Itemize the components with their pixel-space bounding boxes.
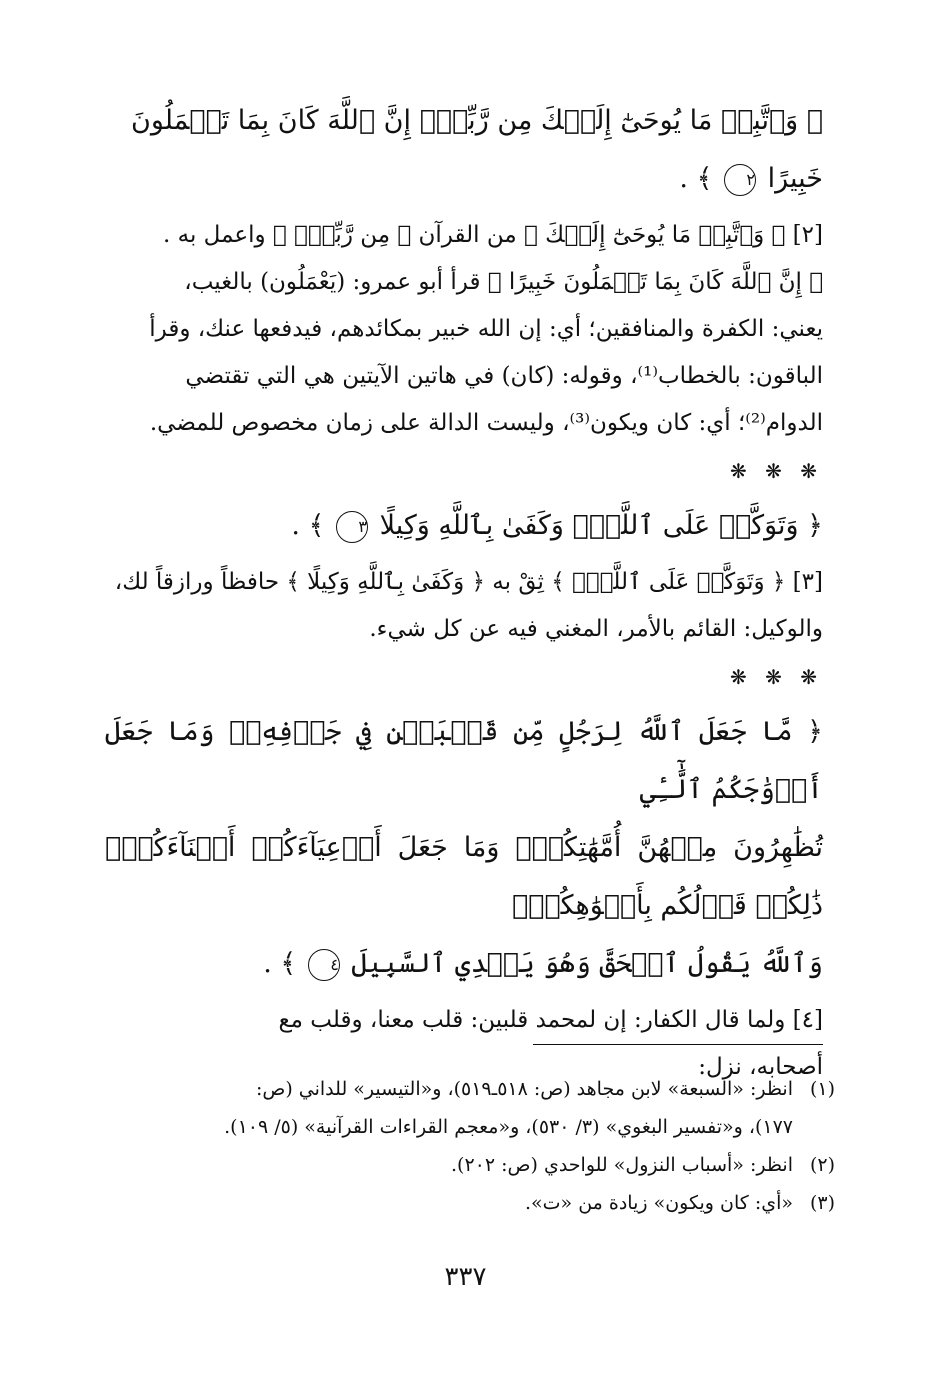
verse-number-marker: ٢ (724, 164, 756, 196)
commentary-line: [٣] ﴿ وَتَوَكَّلۡ عَلَى ٱللَّهِۚ ﴾ ثِقْ به ﴿ وَكَفَىٰ بِٱللَّهِ وَكِيلًا ﴾ حافظاً ورازقاً لك، (114, 569, 823, 595)
commentary-line: الباقون: بالخطاب⁽¹⁾، وقوله: (كان) في هاتين الآيتين هي التي تقتضي (185, 363, 823, 389)
footnote-item (101, 1070, 835, 1146)
section-separator: ❋ ❋ ❋ (730, 665, 823, 689)
footnote-number: (٢) (809, 1154, 835, 1176)
commentary-line: والوكيل: القائم بالأمر، المغني فيه عن كل شيء. (369, 616, 823, 642)
verse-line (105, 497, 823, 555)
page-number: ٣٣٧ (444, 1262, 487, 1292)
commentary-line: أصحابه، نزل: (698, 1054, 823, 1080)
footnotes (101, 1070, 835, 1222)
verse-number-marker: ٤ (308, 949, 340, 981)
footnote-number: (١) (809, 1078, 835, 1100)
verse-line: تُظَٰهِرُونَ مِنۡهُنَّ أُمَّهَٰتِكُمۡۚ وَمَا جَعَلَ أَدۡعِيَآءَكُمۡ أَبۡنَآءَكُمۡۚ ذَٰلِكُمۡ قَوۡلُكُم بِأَفۡوَٰهِكُمۡۖ (105, 832, 823, 921)
commentary-line: الدوام⁽²⁾؛ أي: كان ويكون⁽³⁾، وليست الدالة على زمان مخصوص للمضي. (149, 410, 823, 436)
verse-line (105, 935, 823, 993)
verse-number-marker: ٣ (336, 511, 368, 543)
verse-line (105, 150, 823, 208)
footnote-text: انظر: «السبعة» لابن مجاهد (ص: ٥١٨ـ٥١٩)، و«التيسير» للداني (ص: (255, 1078, 793, 1100)
footnote-text: انظر: «أسباب النزول» للواحدي (ص: ٢٠٢). (451, 1154, 793, 1176)
verse-block-3 (105, 497, 823, 555)
verse-end: ﴾ . (291, 510, 325, 541)
footnote-text: «أي: كان ويكون» زيادة من «ت». (525, 1192, 793, 1214)
commentary-3 (105, 559, 823, 653)
footnote-number: (٣) (809, 1192, 835, 1214)
section-separator: ❋ ❋ ❋ (730, 459, 823, 483)
main-text (105, 92, 823, 1091)
commentary-line: [٤] ولما قال الكفار: إن لمحمد قلبين: قلب معنا، وقلب مع (278, 1007, 823, 1033)
verse-text: خَبِيرًا (767, 163, 823, 194)
verse-line: ﴿ مَّا جَعَلَ ٱللَّهُ لِرَجُلٍ مِّن قَلۡبَيۡنِ فِي جَوۡفِهِۦۚ وَمَا جَعَلَ أَزۡوَٰجَكُمُ ٱلَّٰٓـِٔي (105, 716, 823, 805)
verse-line: ﴿ وَٱتَّبِعۡ مَا يُوحَىٰٓ إِلَيۡكَ مِن رَّبِّكَۚ إِنَّ ٱللَّهَ كَانَ بِمَا تَعۡمَلُونَ (130, 105, 823, 136)
commentary-2 (105, 212, 823, 447)
verse-block-2 (105, 92, 823, 208)
commentary-line: ﴿ إِنَّ ٱللَّهَ كَانَ بِمَا تَعۡمَلُونَ خَبِيرًا ﴾ قرأ أبو عمرو: (يَعْمَلُون) بالغيب، (184, 269, 823, 295)
verse-text: وَٱللَّهُ يَقُولُ ٱلۡحَقَّ وَهُوَ يَهۡدِي ٱلسَّبِيلَ (351, 948, 823, 979)
verse-end: ﴾ . (263, 948, 297, 979)
footnote-item (101, 1184, 835, 1222)
footnote-item (101, 1146, 835, 1184)
footnote-divider (533, 1044, 823, 1045)
verse-end: ﴾ . (679, 163, 713, 194)
verse-text: ﴿ وَتَوَكَّلۡ عَلَى ٱللَّهِۚ وَكَفَىٰ بِٱللَّهِ وَكِيلًا (379, 510, 823, 541)
commentary-line: يعني: الكفرة والمنافقين؛ أي: إن الله خبير بمكائدهم، فيدفعها عنك، وقرأ (149, 316, 823, 342)
verse-block-4 (105, 703, 823, 993)
footnote-continuation: ١٧٧)، و«تفسير البغوي» (٣/ ٥٣٠)، و«معجم القراءات القرآنية» (٥/ ١٠٩). (224, 1116, 793, 1138)
commentary-line: [٢] ﴿ وَٱتَّبِعۡ مَا يُوحَىٰٓ إِلَيۡكَ ﴾ من القرآن ﴿ مِن رَّبِّكَۚ ﴾ واعمل به . (163, 222, 823, 248)
